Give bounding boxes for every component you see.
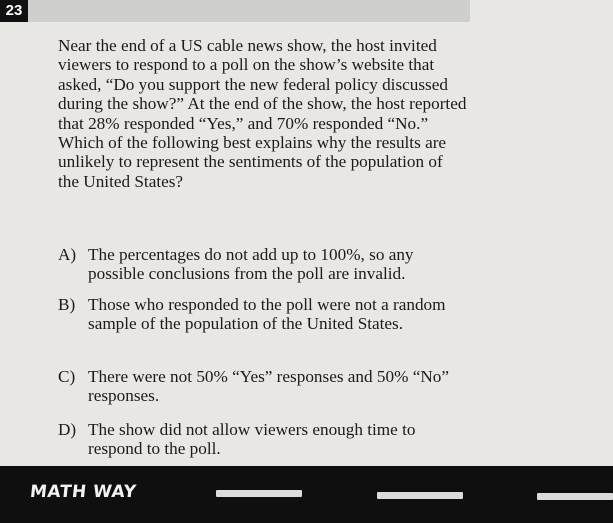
answer-choice-d[interactable] (58, 420, 458, 459)
choice-text: Those who responded to the poll were not a random sample of the population of the United States. (88, 295, 446, 334)
choice-text: The percentages do not add up to 100%, so any possible conclusions from the poll are invalid. (88, 245, 414, 284)
answer-choice-c[interactable] (58, 367, 458, 406)
brand-logo-text: MATH WAY (28, 482, 138, 502)
decorative-stripe (216, 490, 302, 497)
decorative-stripe (537, 493, 613, 500)
question-number: 23 (0, 0, 28, 22)
choice-letter: C) (58, 367, 76, 386)
choice-text: The show did not allow viewers enough time to respond to the poll. (88, 420, 416, 459)
choice-letter: D) (58, 420, 77, 439)
choice-letter: A) (58, 245, 77, 264)
header-band (0, 0, 470, 22)
choice-letter: B) (58, 295, 76, 314)
choice-text: There were not 50% “Yes” responses and 50% “No” responses. (88, 367, 449, 406)
answer-choice-a[interactable] (58, 245, 458, 284)
footer-bar (0, 466, 613, 523)
answer-choice-b[interactable] (58, 295, 458, 334)
decorative-stripe (377, 492, 463, 499)
question-text: Near the end of a US cable news show, the host invited viewers to respond to a poll on the show’s website that asked, “Do you support the new federal policy discussed during the show?” At the end of the show, the host reported that 28% responded “Yes,” and 70% responded “No.” Which of the following best explains why the results are unlikely to represent the sentiments of the population of the United States? (58, 36, 467, 191)
